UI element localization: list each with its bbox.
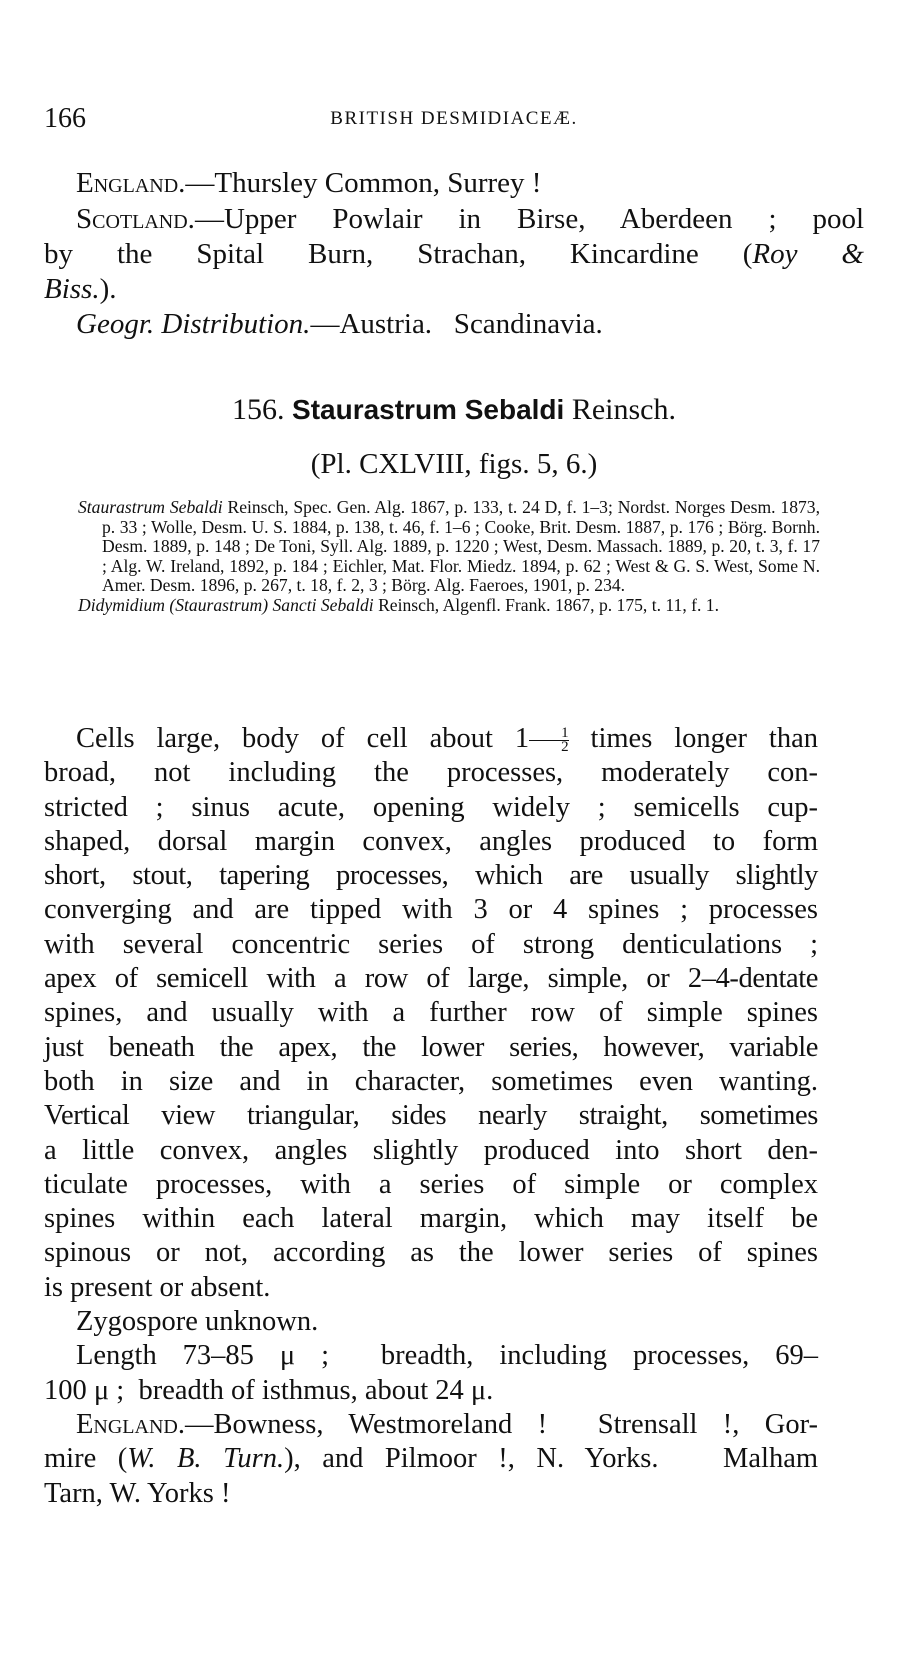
page-number: 166	[44, 103, 86, 134]
synonym-entry-1	[78, 498, 820, 596]
dimensions-line-2: 100 μ ; breadth of isthmus, about 24 μ.	[44, 1374, 494, 1406]
description-line: spines within each lateral margin, which may itself be	[44, 1203, 818, 1235]
description-line: ticulate processes, with a series of simple or complex	[44, 1168, 818, 1200]
geogr-text: —Austria. Scandinavia.	[310, 308, 603, 340]
plate-reference: (Pl. CXLVIII, figs. 5, 6.)	[310, 448, 598, 480]
geogr-label: Geogr. Distribution.	[76, 308, 311, 340]
description-line: just beneath the apex, the lower series, however, variable	[44, 1031, 818, 1063]
description-line: apex of semicell with a row of large, simple, or 2–4-dentate	[44, 963, 818, 995]
england-record-line-2: mire (W. B. Turn.), and Pilmoor !, N. Yorks. Malham	[44, 1443, 819, 1475]
scotland-line-1: Scotland.—Upper Powlair in Birse, Aberdeen ; pool	[76, 203, 864, 235]
geographic-distribution	[44, 307, 864, 342]
description-line: shaped, dorsal margin convex, angles produced to form	[44, 825, 818, 857]
zygospore-note: Zygospore unknown.	[76, 1306, 319, 1338]
synonym-citations: Reinsch, Algenfl. Frank. 1867, p. 175, t. 11, f. 1.	[378, 594, 719, 615]
england-distribution	[44, 166, 864, 201]
description-line: short, stout, tapering processes, which are usually slightly	[44, 860, 818, 892]
description-line: both in size and in character, sometimes even wanting.	[44, 1065, 818, 1097]
scotland-line-3: Biss.).	[44, 273, 117, 305]
description-line: spines, and usually with a further row of simple spines	[44, 997, 818, 1029]
scotland-line-2: by the Spital Burn, Strachan, Kincardine (Roy &	[44, 238, 864, 270]
dimensions-line-1: Length 73–85 μ ; breadth, including processes, 69–	[76, 1340, 818, 1372]
running-head: BRITISH DESMIDIACEÆ.	[330, 108, 578, 129]
description-line: with several concentric series of strong denticulations ;	[44, 928, 818, 960]
synonymy-block	[78, 498, 820, 616]
scotland-label: Scotland.	[76, 203, 195, 235]
species-number: 156.	[232, 393, 285, 426]
england-label: England.	[76, 167, 186, 199]
one-half-fraction: $\frac{1}{2}$	[529, 727, 569, 754]
synonym-citations: Reinsch, Spec. Gen. Alg. 1867, p. 133, t. 24 D, f. 1–3; Nordst. Norges Desm. 1873, p. 33 ; Wolle, Desm. U. S. 1884, p. 138, t. 46, f. 1–6 ; Cooke, Brit. Desm. 1887, p. 176 ; Börg. Bornh. Desm. 1889, p. 148 ; De Toni, Syll. Alg. 1889, p. 1220 ; West, Desm. Massach. 1889, p. 20, t. 3, f. 17 ; Alg. W. Ireland, 1892, p. 184 ; Eichler, Mat. Flor. Miedz. 1894, p. 62 ; West & G. S. West, Some N. Amer. Desm. 1896, p. 267, t. 18, f. 2, 3 ; Börg. Alg. Faeroes, 1901, p. 234.	[102, 497, 820, 596]
page-header	[44, 103, 864, 137]
species-heading	[44, 392, 864, 428]
description-line: Vertical view triangular, sides nearly straight, sometimes	[44, 1100, 818, 1132]
description-line: a little convex, angles slightly produced into short den-	[44, 1134, 818, 1166]
england-text: —Thursley Common, Surrey !	[185, 167, 542, 199]
synonym-name: Staurastrum Sebaldi	[78, 497, 223, 517]
synonym-name: Didymidium (Staurastrum) Sancti Sebaldi	[78, 594, 374, 615]
description-line: converging and are tipped with 3 or 4 spines ; processes	[44, 894, 818, 926]
species-name: Staurastrum Sebaldi	[292, 394, 565, 425]
scotland-distribution	[44, 202, 864, 307]
collector-name: W. B. Turn.	[127, 1443, 285, 1475]
description-line-1: Cells large, body of cell about 1 $\frac{1}{2}$ times longer than	[76, 723, 819, 755]
species-author: Reinsch.	[571, 393, 676, 426]
species-description	[44, 722, 818, 1511]
england-record-line-1: England.—Bowness, Westmoreland ! Strensall !, Gor-	[76, 1408, 818, 1440]
england-record-line-3: Tarn, W. Yorks !	[44, 1477, 231, 1509]
description-line: stricted ; sinus acute, opening widely ; semicells cup-	[44, 791, 818, 823]
synonym-entry-2	[78, 596, 820, 616]
description-last-line: is present or absent.	[44, 1271, 271, 1303]
england-record-label: England.	[76, 1408, 185, 1440]
scotland-authority: Roy &	[752, 238, 864, 270]
description-line: spinous or not, according as the lower series of spines	[44, 1237, 818, 1269]
description-line: broad, not including the processes, moderately con-	[44, 757, 818, 789]
